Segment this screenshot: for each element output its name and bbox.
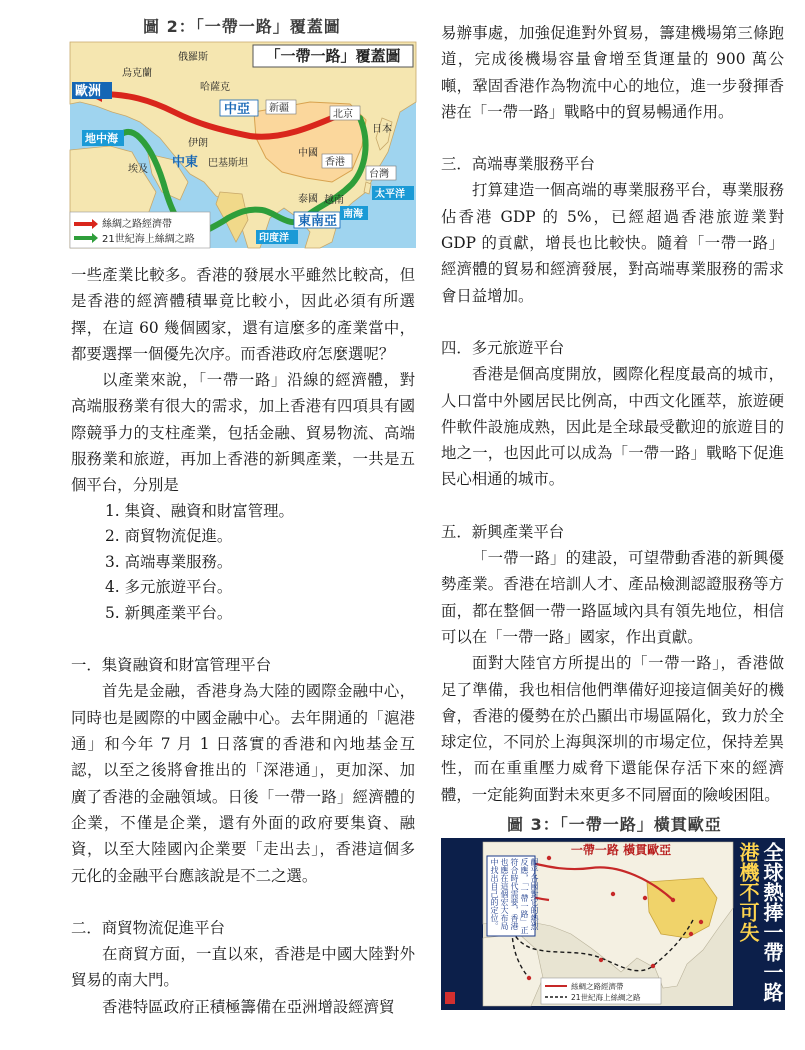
section-heading-2: 二．商貿物流促進平台 — [71, 918, 225, 937]
label-central-asia: 中亞 — [224, 102, 251, 117]
figure3-caption: 圖 3：「一帶一路」橫貫歐亞 — [507, 815, 722, 834]
left-column — [71, 262, 415, 1020]
label-japan: 日本 — [372, 124, 392, 135]
list-item: 1. 集資、融資和財富管理。 — [105, 501, 294, 520]
label-pacific: 太平洋 — [375, 189, 405, 200]
right-paragraph-1: 易辦事處，加強促進對外貿易，籌建機場第三條跑道，完成後機場容量會增至貨運量的 900 萬公噸，鞏固香港作為物流中心的地位，進一步發揮香港在「一帶一路」戰略中的貿易暢通作用。 — [441, 24, 784, 121]
section-5-paragraph-1: 「一帶一路」的建設，可望帶動香港的新興優勢產業。香港在培訓人才、產品檢測認證服務等方面，都在整個一帶一路區域內具有領先地位，相信可以在「一帶一路」國家，作出貢獻。 — [441, 549, 784, 646]
label-vietnam: 越南 — [324, 195, 344, 206]
list-item: 2. 商貿物流促進。 — [105, 527, 233, 546]
right-column — [441, 20, 784, 808]
label-hongkong: 香港 — [325, 157, 345, 168]
legend-maritime: 21世紀海上絲綢之路 — [102, 234, 195, 245]
publisher-logo — [445, 992, 455, 1004]
figure3-headline-a: 全球熱捧一帶一路 — [760, 842, 784, 1002]
label-iran: 伊朗 — [188, 138, 208, 149]
label-taiwan: 台灣 — [369, 169, 389, 180]
label-ukraine: 烏克蘭 — [122, 68, 152, 79]
label-pakistan: 巴基斯坦 — [208, 158, 248, 169]
label-indian-ocean: 印度洋 — [259, 233, 289, 244]
section-heading-5: 五．新興產業平台 — [441, 522, 565, 541]
label-china: 中國 — [298, 148, 318, 159]
section-3-paragraph: 打算建造一個高端的專業服務平台，專業服務佔香港 GDP 的 5%，已經超過香港旅遊業對 GDP 的貢獻，增長也比較快。隨着「一帶一路」經濟體的貿易和經濟發展，對高端專業服務的需求會日益增加。 — [441, 181, 784, 305]
label-beijing: 北京 — [333, 109, 353, 120]
legend-silk-road: 絲綢之路經濟帶 — [102, 219, 172, 230]
section-5-paragraph-2: 面對大陸官方所提出的「一帶一路」，香港做足了準備，我也相信他們準備好迎接這個美好的機會，香港的優勢在於凸顯出市場區隔化，致力於全球定位，不同於上海與深圳的市場定位，保持差異性，而在重重壓力威脅下還能保存活下來的經濟體，一定能夠面對未來更多不同層面的險峻困阻。 — [441, 654, 784, 804]
section-heading-1: 一．集資融資和財富管理平台 — [71, 656, 272, 675]
section-2-paragraph-1: 在商貿方面，一直以來，香港是中國大陸對外貿易的南大門。 — [71, 945, 415, 990]
figure3-quote: 觀乎各國對它的熱烈反應，「一帶一路」正符合時代需要，香港也應在這個宏大布局中找出自己的定位。 — [490, 858, 539, 934]
section-4-paragraph: 香港是個高度開放，國際化程度最高的城市，人口當中外國居民比例高，中西文化匯萃，旅遊硬件軟件設施成熟，因此是全球最受歡迎的旅遊目的地之一，也因此可以成為「一帶一路」戰略下促進民心相通的城市。 — [441, 365, 784, 489]
section-1-paragraph: 首先是金融，香港身為大陸的國際金融中心，同時也是國際的中國金融中心。去年開通的「滬港通」和今年 7 月 1 日落實的香港和內地基金互認，以至之後將會推出的「深港通」，更加深、加廣了香港的金融領域。日後「一帶一路」經濟體的企業，不僅是企業，還有外面的政府要集資、融資，以至大陸國內企業要「走出去」，香港這個多元化的金融平台應該說是不二之選。 — [71, 682, 415, 885]
list-item: 5. 新興產業平台。 — [105, 603, 233, 622]
figure2-map — [70, 42, 416, 248]
label-thailand: 泰國 — [298, 194, 318, 205]
section-2-paragraph-2: 香港特區政府正積極籌備在亞洲增設經濟貿 — [102, 997, 395, 1016]
label-south-china-sea: 南海 — [343, 209, 363, 220]
fig3-legend-silk: 絲綢之路經濟帶 — [571, 982, 624, 991]
section-heading-3: 三．高端專業服務平台 — [441, 155, 595, 174]
left-paragraph-1: 一些產業比較多。香港的發展水平雖然比較高，但是香港的經濟體積畢竟比較小，因此必須有所選擇，在這 60 幾個國家，還有這麼多的產業當中，都要選擇一個優先次序。而香港政府怎麼選呢？ — [71, 266, 415, 363]
left-paragraph-2: 以產業來說，「一帶一路」沿線的經濟體，對高端服務業有很大的需求，加上香港有四項具有國際競爭力的支柱產業，包括金融、貿易物流、高端服務業和旅遊，再加上香港的新興產業，一共是五個平台，分別是 — [71, 371, 415, 495]
figure3-map-title: 一帶一路 橫貫歐亞 — [570, 843, 672, 857]
platform-list — [71, 499, 415, 627]
figure2-caption: 圖 2：「一帶一路」覆蓋圖 — [143, 17, 341, 36]
label-middle-east: 中東 — [172, 155, 199, 170]
list-item: 3. 高端專業服務。 — [105, 552, 233, 571]
label-xinjiang: 新疆 — [269, 103, 289, 114]
label-kazakhstan: 哈薩克 — [200, 82, 230, 93]
label-southeast-asia: 東南亞 — [298, 214, 338, 229]
label-egypt: 埃及 — [128, 164, 148, 175]
fig3-legend-maritime: 21世紀海上絲綢之路 — [571, 993, 641, 1002]
label-russia: 俄羅斯 — [178, 52, 208, 63]
map-banner: 「一帶一路」覆蓋圖 — [265, 47, 401, 65]
figure3-map — [441, 838, 785, 1010]
label-europe: 歐洲 — [75, 84, 102, 99]
list-item: 4. 多元旅遊平台。 — [105, 578, 233, 597]
figure3-headline-b: 港機不可失 — [736, 842, 760, 942]
label-mediterranean: 地中海 — [85, 132, 118, 145]
section-heading-4: 四．多元旅遊平台 — [441, 338, 565, 357]
